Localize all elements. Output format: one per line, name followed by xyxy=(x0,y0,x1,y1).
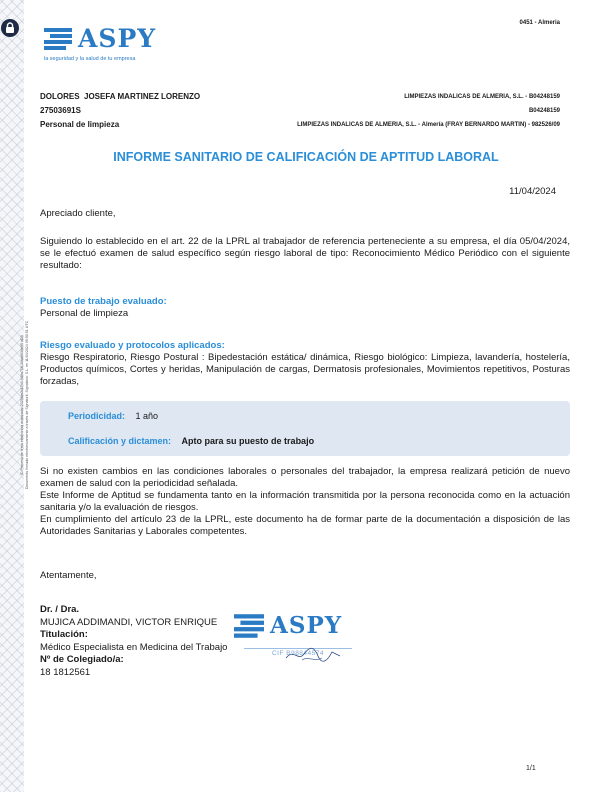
office-reference: 0451 - Almeria xyxy=(519,20,560,26)
college-label: Nº de Colegiado/a: xyxy=(40,654,124,665)
intro-paragraph: Siguiendo lo establecido en el art. 22 de la LPRL al trabajador de referencia perteneciente a su empresa, el día 05/04/2024, se le efectuó examen de salud específico según riesgo laboral de tipo: Reconocimiento Médico Periódico con el siguiente resultado: xyxy=(40,236,570,271)
result-box xyxy=(40,401,570,456)
company-stamp xyxy=(234,612,358,662)
risk-label: Riesgo evaluado y protocolos aplicados: xyxy=(40,340,225,351)
handwritten-signature xyxy=(284,644,344,664)
doctor-signature-block xyxy=(40,604,230,679)
vertical-text-line-2: Documento firmado electrónicamente a través de Signaturit. Signatario: S.L. en 11/04/2024 09:50:51 UTC xyxy=(25,320,29,490)
doctor-label: Dr. / Dra. xyxy=(40,604,80,615)
page-number: 1/1 xyxy=(526,765,536,772)
company-line-1: LIMPIEZAS INDALICAS DE ALMERIA, S.L. - B04248159 xyxy=(404,94,560,100)
periodicity-row xyxy=(68,411,158,421)
worker-id: 27503691S xyxy=(40,106,81,115)
farewell: Atentamente, xyxy=(40,570,97,581)
periodicity-label: Periodicidad: xyxy=(68,411,126,421)
qualification-row xyxy=(68,436,314,446)
vertical-text-line-1: ID Proceso de firma electrónica avanzada: 2025fda0b17b3-f48fa716-30ba9030e95 aDS xyxy=(20,334,24,476)
college-value: 18 1812561 xyxy=(40,666,91,678)
lock-icon xyxy=(1,19,19,37)
doctor-name: MUJICA ADDIMANDI, VICTOR ENRIQUE xyxy=(40,616,218,628)
logo-tagline: la seguridad y la salud de tu empresa xyxy=(44,56,136,62)
stamp-logo-mark-icon xyxy=(234,614,264,638)
qualification-value: Apto para su puesto de trabajo xyxy=(181,436,315,446)
job-label: Puesto de trabajo evaluado: xyxy=(40,296,167,307)
closing-paragraph-2: Este Informe de Aptitud se fundamenta tanto en la información transmitida por la persona reconocida como en la actuación sanitaria y/o la evaluación de riesgos. xyxy=(40,490,570,513)
worker-position: Personal de limpieza xyxy=(40,120,120,129)
title-label: Titulación: xyxy=(40,629,88,640)
aspy-logo xyxy=(44,24,156,62)
document-date: 11/04/2024 xyxy=(509,186,556,197)
logo-text: ASPY xyxy=(78,24,157,53)
periodicity-value: 1 año xyxy=(135,411,159,421)
job-section xyxy=(40,296,570,320)
stamp-cif: CIF B98844574 xyxy=(244,648,352,659)
worker-info xyxy=(40,90,200,132)
job-value: Personal de limpieza xyxy=(40,308,129,319)
company-line-3: LIMPIEZAS INDALICAS DE ALMERIA, S.L. - Almería (FRAY BERNARDO MARTIN) - 982526/09 xyxy=(297,122,560,128)
closing-paragraph-1: Si no existen cambios en las condiciones laborales o personales del trabajador, la empresa realizará petición de nuevo examen de salud con la periodicidad señalada. xyxy=(40,466,570,489)
stamp-logo-text: ASPY xyxy=(270,612,343,639)
risk-value: Riesgo Respiratorio, Riesgo Postural : Bipedestación estática/ dinámica, Riesgo biológico: Limpieza, lavandería, hostelería, Productos químicos, Cortes y heridas, Manipulación de cargas, Dermatosis profesionales, Movimientos repetitivos, Posturas forzadas, xyxy=(40,352,570,387)
aspy-logo-mark-icon xyxy=(44,28,72,50)
greeting: Apreciado cliente, xyxy=(40,208,116,219)
qualification-label: Calificación y dictamen: xyxy=(68,436,172,446)
closing-paragraph-3: En cumplimiento del artículo 23 de la LPRL, este documento ha de formar parte de la documentación a disposición de las Autoridades Sanitarias y Laborales competentes. xyxy=(40,514,570,537)
signature-process-vertical-text xyxy=(20,255,30,555)
title-value: Médico Especialista en Medicina del Trabajo xyxy=(40,641,228,653)
company-line-2: B04248159 xyxy=(528,108,560,114)
worker-name: DOLORES JOSEFA MARTINEZ LORENZO xyxy=(40,92,201,101)
company-info xyxy=(297,90,560,132)
risk-section xyxy=(40,340,570,388)
document-title: INFORME SANITARIO DE CALIFICACIÓN DE APTITUD LABORAL xyxy=(113,150,499,164)
